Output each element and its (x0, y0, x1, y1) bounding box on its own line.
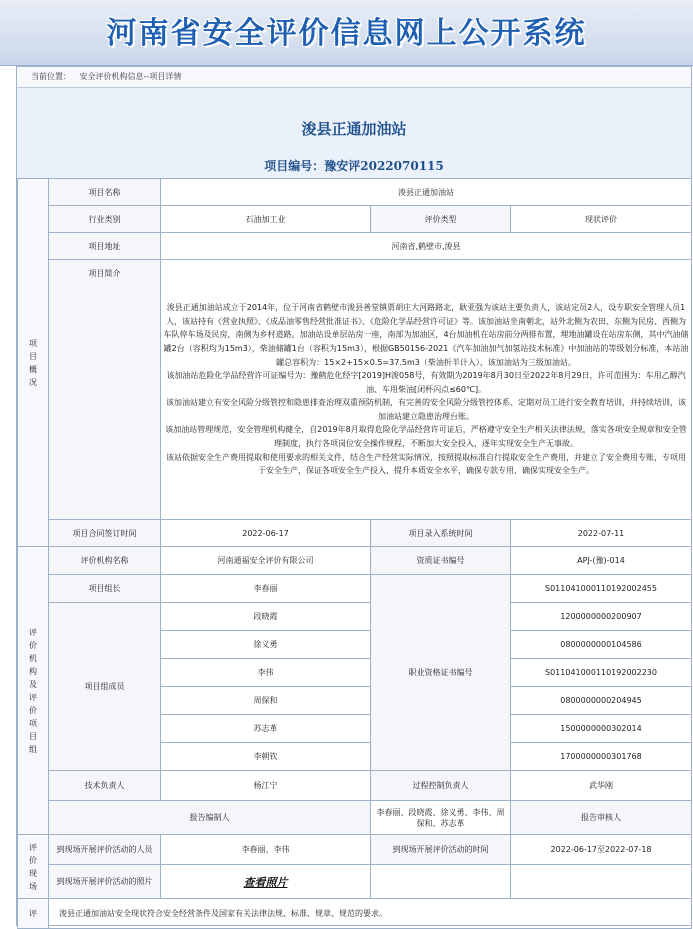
member-cert: 1200000000200907 (511, 603, 692, 631)
site-title: 河南省安全评价信息网上公开系统 (106, 16, 587, 51)
project-title: 浚县正通加油站 (301, 120, 407, 138)
leader-label: 项目组长 (49, 575, 161, 603)
industry-label: 行业类别 (49, 206, 161, 233)
member-cert: 1500000000302014 (511, 715, 692, 743)
contract-time-value: 2022-06-17 (161, 520, 371, 547)
leader-name: 李春丽 (161, 575, 371, 603)
site-photo-cell (161, 865, 371, 899)
process-lead-label: 过程控制负责人 (371, 771, 511, 801)
member-cert: 0800000000204945 (511, 687, 692, 715)
project-code-label: 项目编号： (264, 159, 325, 173)
member-name: 段晓霞 (161, 603, 371, 631)
intro-paragraph: 该站依据安全生产费用提取和使用要求的相关文件，结合生产经营实际情况，按照提取标准自行提取安全生产费用，并建立了安全费用专账，专项用于安全生产，保证各项安全生产投入，提升本质安全水平，确保专款专用，确保实现安全生产。 (166, 452, 686, 476)
intro-paragraph: 该加油站管理规范，安全管理机构健全，自2019年8月取得危险化学品经营许可证后，严格遵守安全生产相关法律法规，落实各项安全规章和安全管理制度，执行各项岗位安全操作规程，不断加大安全投入，逐年实现安全生产无事故。 (165, 425, 687, 449)
org-name-label: 评价机构名称 (49, 547, 161, 575)
section-conclusion: 评 (18, 899, 49, 929)
site-time-value: 2022-06-17至2022-07-18 (511, 835, 692, 865)
tech-lead-label: 技术负责人 (49, 771, 161, 801)
site-people-value: 李春丽、李伟 (161, 835, 371, 865)
breadcrumb (17, 67, 691, 88)
site-people-label: 到现场开展评价活动的人员 (49, 835, 161, 865)
breadcrumb-path[interactable]: 安全评价机构信息--项目详情 (79, 72, 182, 81)
member-name: 周保和 (161, 687, 371, 715)
member-name: 李朝钦 (161, 743, 371, 771)
industry-value: 石油加工业 (161, 206, 371, 233)
detail-frame (16, 66, 692, 926)
member-cert: 0800000000104586 (511, 631, 692, 659)
cert-value: APJ-(豫)-014 (511, 547, 692, 575)
section-site: 评 价 现 场 (18, 835, 49, 899)
entry-time-label: 项目录入系统时间 (371, 520, 511, 547)
section-overview: 项 目 概 况 (18, 179, 49, 547)
report-writer-value: 李春丽、段晓霞、徐义勇、李伟、周保和、苏志革 (371, 801, 511, 835)
project-detail-table (17, 178, 692, 929)
intro-paragraph: 该加油站危险化学品经营许可证编号为：豫鹤危化经字[2019]H浚058号，有效期为2019年8月30日至2022年8月29日，许可范围为：车用乙醇汽油、车用柴油[闭杯闪点≤60℃]。 (166, 371, 686, 394)
breadcrumb-label: 当前位置： (31, 72, 71, 81)
org-name-value: 河南通福安全评价有限公司 (161, 547, 371, 575)
member-name: 徐义勇 (161, 631, 371, 659)
site-time-label: 到现场开展评价活动的时间 (371, 835, 511, 865)
eval-type-value: 现状评价 (511, 206, 692, 233)
intro-paragraph: 浚县正通加油站成立于2014年，位于河南省鹤壁市浚县善堂镇贾胡庄大河路路北，耿亚强为该站主要负责人，该站定员2人，设专职安全管理人员1人，该站持有《营业执照》、《成品油零售经营批准证书》、《危险化学品经营许可证》等。该加油站坐南朝北，站外北侧为农田、东侧为民房、西侧为车队停车场及民房，南侧为乡村道路。加油站设单层站房一座，南部为加油区，4台加油机在站房前分两排布置，埋地油罐设在站房东侧，其中汽油储罐2台（容积均为15m3），柴油储罐1台（容积为15m3），根据GB50156-2021《汽车加油加气加氢站技术标准》中加油站的等级划分标准，本站油罐总容积为：15×2+15×0.5=37.5m3（柴油折半计入），该加油站为三级加油站。 (163, 303, 689, 367)
view-photos-link[interactable]: 查看照片 (243, 875, 288, 889)
member-cert: 1700000000301768 (511, 743, 692, 771)
contract-time-label: 项目合同签订时间 (49, 520, 161, 547)
project-name-label: 项目名称 (49, 179, 161, 206)
process-lead-value: 武华刚 (511, 771, 692, 801)
report-reviewer-label: 报告审核人 (511, 801, 692, 835)
eval-type-label: 评价类型 (371, 206, 511, 233)
report-writer-label: 报告编制人 (49, 801, 371, 835)
qual-cert-label: 职业资格证书编号 (371, 575, 511, 771)
tech-lead-value: 杨江宁 (161, 771, 371, 801)
leader-cert: S011041000110192002455 (511, 575, 692, 603)
conclusion-text: 浚县正通加油站安全现状符合安全经营条件及国家有关法律法规、标准、规章、规范的要求。 (49, 899, 692, 929)
address-value: 河南省,鹤壁市,浚县 (161, 233, 692, 260)
project-code-value: 豫安评2022070115 (324, 159, 444, 173)
intro-label: 项目简介 (49, 260, 161, 520)
site-photo-label: 到现场开展评价活动的照片 (49, 865, 161, 899)
member-name: 李伟 (161, 659, 371, 687)
entry-time-value: 2022-07-11 (511, 520, 692, 547)
address-label: 项目地址 (49, 233, 161, 260)
project-header (17, 88, 691, 178)
site-banner (0, 0, 693, 66)
member-cert: S011041000110192002230 (511, 659, 692, 687)
member-name: 苏志革 (161, 715, 371, 743)
project-code (17, 157, 691, 174)
project-name-value: 浚县正通加油站 (161, 179, 692, 206)
section-org: 评 价 机 构 及 评 价 项 目 组 (18, 547, 49, 835)
cert-label: 资质证书编号 (371, 547, 511, 575)
members-label: 项目组成员 (49, 603, 161, 771)
intro-paragraph: 该加油站建立有安全风险分级管控和隐患排查治理双重预防机制，有完善的安全风险分级管控体系、定期对员工进行安全教育培训，并持续培训，该加油站建立隐患治理台账。 (166, 398, 686, 421)
intro-text (161, 260, 692, 520)
